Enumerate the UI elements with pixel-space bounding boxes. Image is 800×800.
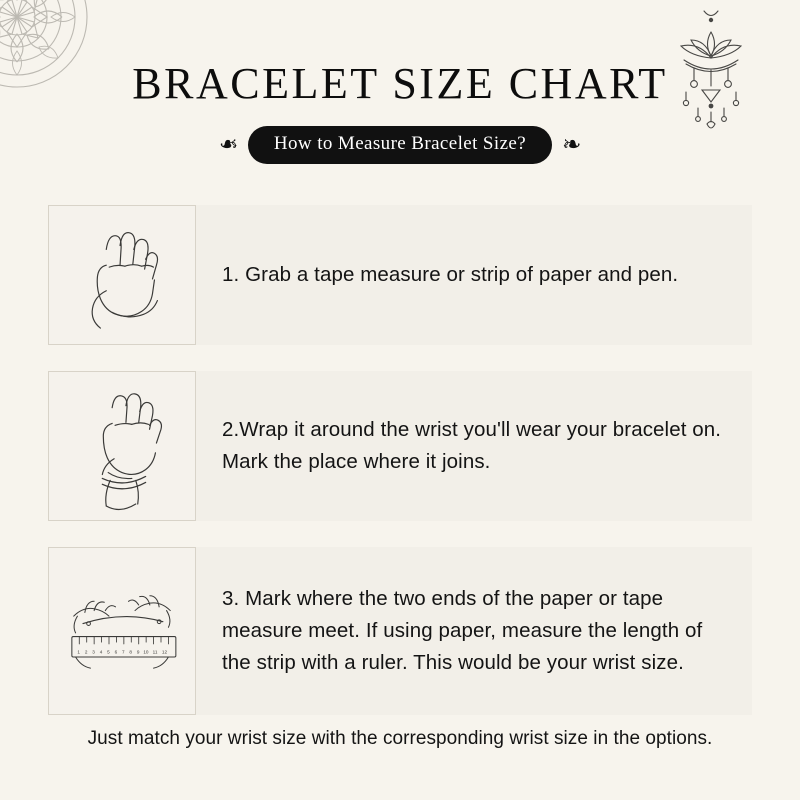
hand-fist-with-tape-icon bbox=[48, 205, 196, 345]
step-item bbox=[48, 371, 752, 521]
svg-text:6: 6 bbox=[114, 649, 118, 655]
svg-text:1: 1 bbox=[77, 649, 81, 655]
svg-text:5: 5 bbox=[107, 649, 110, 655]
svg-text:11: 11 bbox=[152, 649, 158, 655]
svg-text:7: 7 bbox=[122, 649, 125, 655]
svg-text:4: 4 bbox=[99, 649, 103, 655]
step-text: 2.Wrap it around the wrist you'll wear your bracelet on. Mark the place where it joins. bbox=[222, 418, 722, 473]
svg-text:10: 10 bbox=[143, 649, 149, 655]
footer-note: Just match your wrist size with the corresponding wrist size in the options. bbox=[87, 728, 713, 749]
step-text: 3. Mark where the two ends of the paper or tape measure meet. If using paper, measure the length of the strip with a ruler. This would be your wrist size. bbox=[222, 587, 703, 674]
svg-text:9: 9 bbox=[136, 649, 140, 655]
flourish-right-icon: ❧ bbox=[562, 131, 582, 157]
hands-measuring-ruler-icon bbox=[48, 547, 196, 715]
svg-text:12: 12 bbox=[161, 649, 168, 655]
steps-list bbox=[48, 205, 752, 741]
step-item bbox=[48, 205, 752, 345]
svg-text:3: 3 bbox=[92, 649, 95, 655]
subtitle-row bbox=[0, 126, 800, 164]
svg-text:8: 8 bbox=[129, 649, 133, 655]
hand-wrist-wrapped-tape-icon bbox=[48, 371, 196, 521]
step-text: 1. Grab a tape measure or strip of paper and pen. bbox=[222, 263, 679, 287]
step-item bbox=[48, 547, 752, 715]
svg-text:2: 2 bbox=[84, 649, 88, 655]
page-title: BRACELET SIZE CHART bbox=[132, 59, 668, 108]
flourish-left-icon: ❧ bbox=[218, 131, 238, 157]
subtitle-badge: How to Measure Bracelet Size? bbox=[248, 126, 552, 164]
